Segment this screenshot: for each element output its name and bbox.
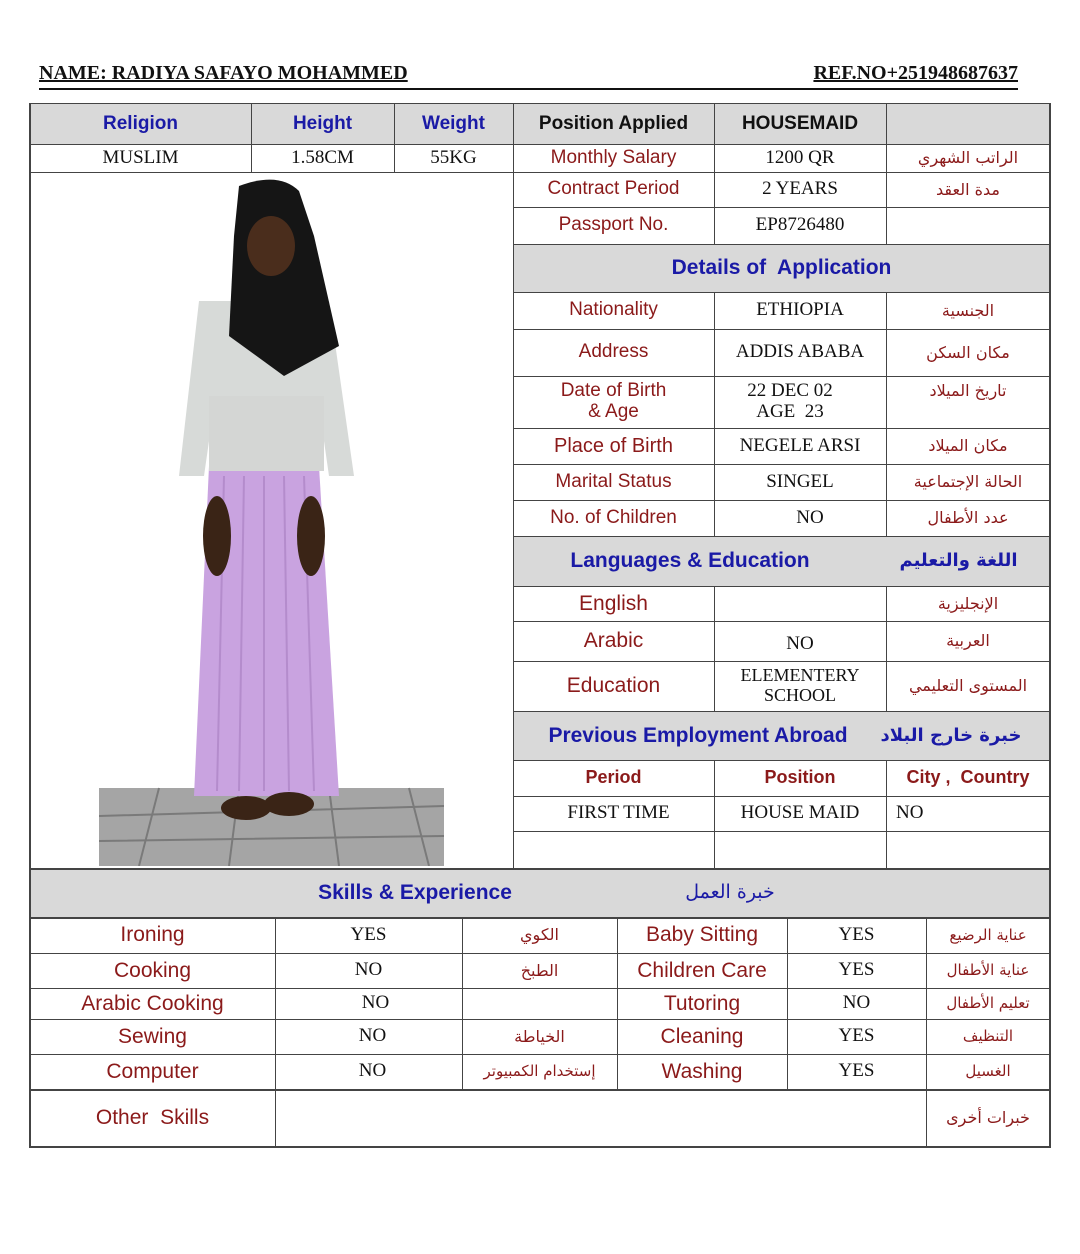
- grid-line: [29, 953, 1051, 954]
- grid-line: [29, 1146, 1051, 1148]
- skill-washing-ar: الغسيل: [965, 1062, 1011, 1081]
- grid-line: [513, 831, 1051, 832]
- education-value-line2: SCHOOL: [763, 685, 836, 705]
- grid-line: [462, 917, 463, 1089]
- position-label: Position Applied: [538, 112, 689, 134]
- languages-title: Languages & Education: [570, 549, 810, 573]
- pob-value: NEGELE ARSI: [739, 434, 861, 456]
- skill-children-care-ar: عناية الأطفال: [946, 961, 1030, 980]
- english-label-ar: الإنجليزية: [937, 593, 999, 613]
- grid-line: [886, 103, 887, 244]
- arabic-label: Arabic: [583, 629, 644, 653]
- grid-line: [714, 760, 715, 868]
- skill-cooking-value: NO: [354, 959, 383, 981]
- grid-line: [513, 464, 1051, 465]
- religion-label: Religion: [103, 112, 178, 134]
- grid-line: [29, 1019, 1051, 1020]
- skill-arabic-cooking-value: NO: [361, 992, 390, 1014]
- skill-tutoring-ar: تعليم الأطفال: [946, 994, 1030, 1013]
- languages-title-ar: اللغة والتعليم: [899, 550, 1018, 572]
- application-title: Details of Application: [671, 256, 892, 280]
- skill-sewing-ar: الخياطة: [514, 1026, 565, 1046]
- weight-value: 55KG: [430, 146, 477, 168]
- position-value: HOUSEMAID: [741, 112, 859, 134]
- skill-computer-value: NO: [358, 1060, 387, 1082]
- employment-city: NO: [896, 802, 924, 824]
- employment-title-ar: خبرة خارج البلاد: [880, 724, 1022, 746]
- children-label-ar: عدد الأطفال: [927, 508, 1009, 528]
- age-value: AGE 23: [756, 401, 824, 422]
- dob-value: [714, 376, 886, 428]
- header-divider: [39, 88, 1018, 90]
- skill-baby-sitting-label: Baby Sitting: [645, 923, 759, 947]
- english-value: [714, 586, 886, 621]
- grid-line: [29, 1054, 1051, 1055]
- education-value: [714, 661, 886, 711]
- skill-baby-sitting-value: YES: [838, 923, 875, 945]
- other-skills-label: Other Skills: [95, 1105, 210, 1129]
- skill-cooking-ar: الطبخ: [520, 960, 559, 980]
- candidate-photo: [99, 176, 444, 866]
- skill-cleaning-label: Cleaning: [660, 1024, 744, 1048]
- skill-washing-value: YES: [838, 1060, 875, 1082]
- grid-line: [29, 144, 1051, 145]
- dob-label: [513, 376, 714, 428]
- nationality-value: ETHIOPIA: [756, 299, 844, 321]
- grid-line: [29, 1089, 1051, 1091]
- education-value-line1: ELEMENTERY: [740, 665, 860, 686]
- pob-label-ar: مكان الميلاد: [928, 436, 1008, 456]
- grid-line: [275, 917, 276, 1147]
- nationality-label-ar: الجنسية: [941, 300, 995, 320]
- grid-line: [513, 244, 1051, 245]
- dob-label-line2: & Age: [588, 401, 639, 422]
- skill-tutoring-value: NO: [842, 992, 871, 1014]
- height-label: Height: [292, 112, 353, 134]
- nationality-label: Nationality: [569, 299, 658, 321]
- reference-number: REF.NO+251948687637: [813, 62, 1018, 84]
- grid-line: [513, 103, 514, 868]
- arabic-label-ar: العربية: [946, 631, 990, 651]
- skill-ironing-ar: الكوي: [520, 925, 559, 945]
- other-skills-value: [275, 1089, 926, 1146]
- education-label-ar: المستوى التعليمي: [908, 676, 1028, 696]
- children-label: No. of Children: [550, 506, 677, 528]
- skill-cleaning-value: YES: [838, 1025, 875, 1047]
- address-value: ADDIS ABABA: [735, 341, 865, 363]
- dob-date: 22 DEC 02: [747, 380, 833, 402]
- skills-band: [30, 868, 1050, 917]
- skills-title: Skills & Experience: [318, 880, 512, 904]
- skill-ironing-value: YES: [350, 923, 387, 945]
- grid-line: [513, 292, 1051, 293]
- grid-line: [29, 103, 31, 1148]
- skills-title-ar: خبرة العمل: [685, 881, 775, 904]
- dob-label-line1: Date of Birth: [560, 380, 667, 402]
- employment-period: FIRST TIME: [567, 802, 670, 824]
- grid-line: [513, 586, 1051, 587]
- grid-line: [29, 917, 1051, 919]
- dob-label-ar: تاريخ الميلاد: [929, 381, 1007, 401]
- address-label-ar: مكان السكن: [926, 342, 1010, 362]
- grid-line: [513, 500, 1051, 501]
- religion-value: MUSLIM: [102, 146, 179, 168]
- passport-value: EP8726480: [755, 214, 845, 236]
- contract-label: Contract Period: [547, 178, 680, 200]
- skill-computer-label: Computer: [106, 1059, 199, 1083]
- grid-line: [251, 103, 252, 173]
- grid-line: [513, 711, 1051, 712]
- grid-line: [29, 103, 1051, 104]
- skill-children-care-label: Children Care: [637, 958, 767, 982]
- grid-line: [29, 988, 1051, 989]
- grid-line: [394, 103, 395, 173]
- position-header: Position: [764, 767, 836, 788]
- employment-position: HOUSE MAID: [740, 802, 860, 824]
- grid-line: [787, 917, 788, 1089]
- grid-line: [513, 428, 1051, 429]
- salary-value: 1200 QR: [765, 146, 835, 168]
- grid-line: [714, 586, 715, 711]
- skill-baby-sitting-ar: عناية الرضيع: [949, 925, 1027, 944]
- skill-children-care-value: YES: [838, 959, 875, 981]
- skill-tutoring-label: Tutoring: [663, 991, 741, 1015]
- children-value: NO: [796, 506, 824, 528]
- skill-computer-ar: إستخدام الكمبيوتر: [483, 1062, 596, 1081]
- grid-line: [29, 868, 1051, 870]
- salary-label-ar: الراتب الشهري: [917, 148, 1019, 168]
- salary-label: Monthly Salary: [550, 146, 677, 168]
- grid-line: [513, 796, 1051, 797]
- education-label: Education: [566, 674, 661, 698]
- passport-label: Passport No.: [558, 214, 669, 236]
- skill-cleaning-ar: التنظيف: [962, 1027, 1014, 1046]
- grid-line: [513, 661, 1051, 662]
- marital-label: Marital Status: [555, 470, 672, 492]
- grid-line: [513, 536, 1051, 537]
- address-label: Address: [578, 341, 649, 363]
- grid-line: [617, 917, 618, 1089]
- height-value: 1.58CM: [291, 146, 354, 168]
- period-header: Period: [585, 767, 642, 788]
- grid-line: [513, 376, 1051, 377]
- grid-line: [29, 172, 1051, 173]
- grid-line: [886, 586, 887, 711]
- grid-line: [513, 329, 1051, 330]
- pob-label: Place of Birth: [554, 435, 673, 457]
- city-country-header: City , Country: [906, 767, 1030, 788]
- marital-value: SINGEL: [766, 470, 834, 492]
- skill-arabic-cooking-label: Arabic Cooking: [81, 991, 224, 1015]
- skill-washing-label: Washing: [661, 1059, 743, 1083]
- grid-line: [714, 103, 715, 244]
- skill-arabic-cooking-ar: [462, 988, 617, 1019]
- grid-line: [513, 621, 1051, 622]
- grid-line: [1049, 103, 1051, 1148]
- employment-title: Previous Employment Abroad: [548, 723, 848, 747]
- skill-sewing-value: NO: [358, 1025, 387, 1047]
- grid-line: [886, 760, 887, 868]
- arabic-value: NO: [786, 632, 814, 654]
- contract-value: 2 YEARS: [762, 178, 838, 200]
- skill-cooking-label: Cooking: [113, 958, 192, 982]
- weight-label: Weight: [422, 112, 485, 134]
- contract-label-ar: مدة العقد: [936, 179, 1000, 199]
- candidate-name: NAME: RADIYA SAFAYO MOHAMMED: [39, 62, 408, 84]
- grid-line: [513, 760, 1051, 761]
- skill-ironing-label: Ironing: [120, 923, 185, 947]
- grid-line: [513, 207, 1051, 208]
- english-label: English: [579, 591, 648, 615]
- grid-line: [926, 917, 927, 1147]
- marital-label-ar: الحالة الإجتماعية: [913, 472, 1023, 492]
- other-skills-ar: خبرات أخرى: [946, 1107, 1030, 1127]
- skill-sewing-label: Sewing: [118, 1024, 187, 1048]
